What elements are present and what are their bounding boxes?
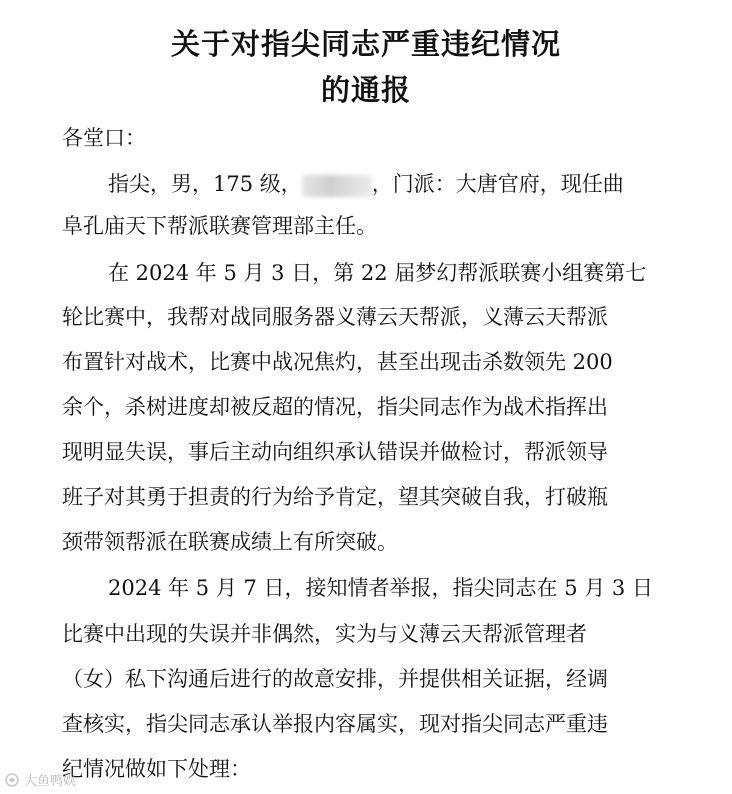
p1-text-b: ，门派：大唐官府，现任曲 bbox=[371, 172, 624, 196]
logo-icon bbox=[4, 772, 20, 788]
salutation: 各堂口： bbox=[62, 126, 146, 150]
paragraph-2-line: 轮比赛中，我帮对战同服务器义薄云天帮派，义薄云天帮派 bbox=[62, 305, 608, 329]
watermark-text: 大鱼鸭娱 bbox=[24, 774, 77, 789]
paragraph-1-line-1 bbox=[108, 168, 624, 198]
paragraph-3-line: （女）私下沟通后进行的故意安排，并提供相关证据，经调 bbox=[62, 667, 608, 691]
paragraph-2-line: 颈带领帮派在联赛成绩上有所突破。 bbox=[62, 530, 398, 554]
paragraph-2-line: 在 2024 年 5 月 3 日，第 22 届梦幻帮派联赛小组赛第七 bbox=[108, 261, 647, 285]
document-title-line-2: 的通报 bbox=[320, 73, 411, 107]
redacted-blur bbox=[302, 175, 372, 197]
paragraph-2-line: 布置针对战术，比赛中战况焦灼，甚至出现击杀数领先 200 bbox=[62, 350, 613, 374]
paragraph-2-line: 班子对其勇于担责的行为给予肯定，望其突破自我，打破瓶 bbox=[62, 485, 608, 509]
paragraph-3-line: 纪情况做如下处理： bbox=[62, 757, 251, 781]
p1-text-a: 指尖，男，175 级， bbox=[108, 172, 302, 196]
paragraph-3-line: 查核实，指尖同志承认举报内容属实，现对指尖同志严重违 bbox=[62, 712, 608, 736]
paragraph-2-line: 现明显失误，事后主动向组织承认错误并做检讨，帮派领导 bbox=[62, 440, 608, 464]
document-title-line-1: 关于对指尖同志严重违纪情况 bbox=[170, 27, 561, 61]
paragraph-3-line: 比赛中出现的失误并非偶然，实为与义薄云天帮派管理者 bbox=[62, 622, 587, 646]
paragraph-2-line: 余个，杀树进度却被反超的情况，指尖同志作为战术指挥出 bbox=[62, 395, 608, 419]
watermark bbox=[4, 770, 76, 789]
paragraph-3-line: 2024 年 5 月 7 日，接知情者举报，指尖同志在 5 月 3 日 bbox=[108, 576, 653, 600]
paragraph-1-line-2: 阜孔庙天下帮派联赛管理部主任。 bbox=[62, 214, 377, 238]
